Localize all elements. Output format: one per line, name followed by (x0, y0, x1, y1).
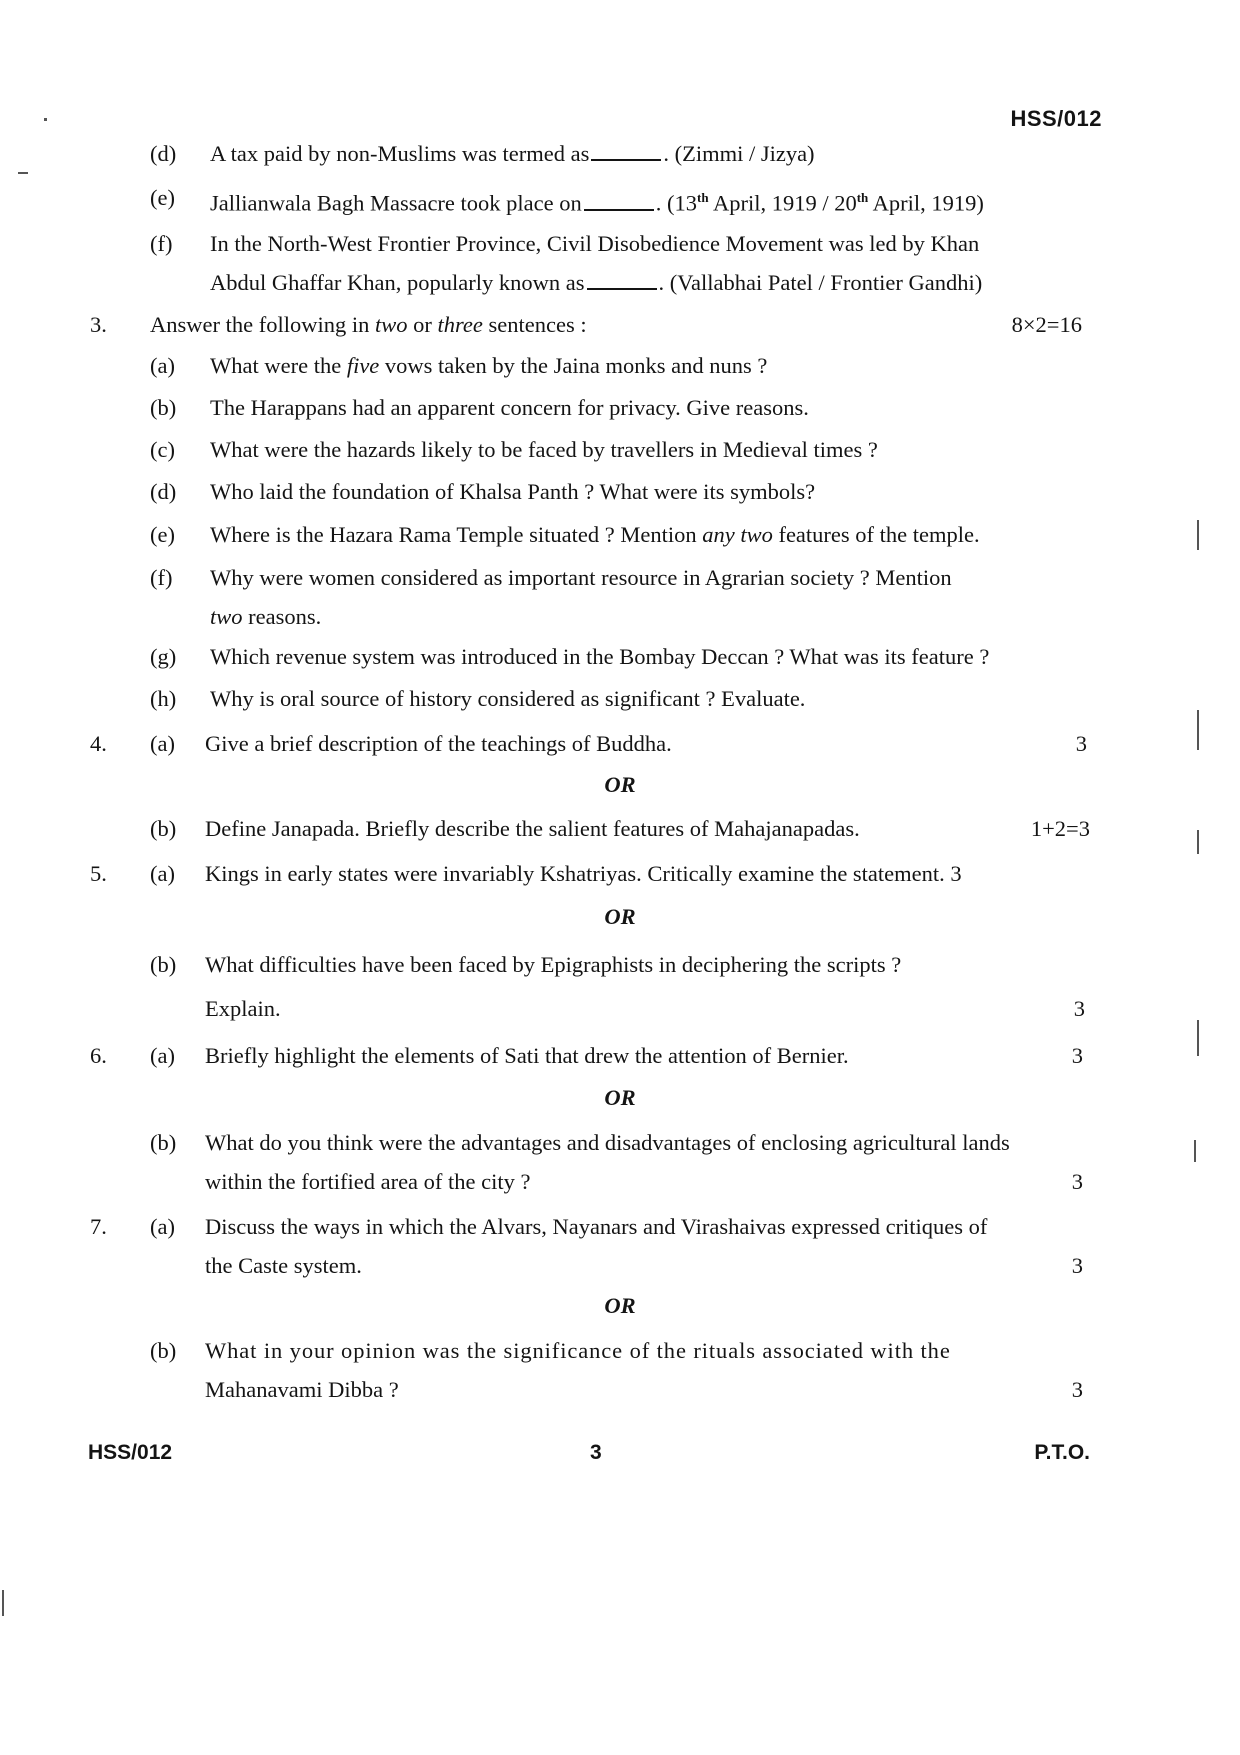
item-label: (h) (150, 686, 177, 711)
item-marks: 3 (1075, 731, 1087, 756)
footer-page-number: 3 (590, 1441, 602, 1464)
item-text-line2: Mahanavami Dibba ? (205, 1377, 399, 1402)
item-label: (b) (150, 816, 177, 841)
question-number: 4. (90, 731, 107, 756)
item-label: (e) (150, 522, 175, 547)
item-text-line1: What difficulties have been faced by Epigraphists in deciphering the scripts ? (205, 952, 902, 977)
item-label: (a) (150, 1043, 175, 1068)
item-text: Who laid the foundation of Khalsa Panth ? What were its symbols? (210, 479, 816, 504)
item-label: (b) (150, 395, 177, 420)
item-text-line2: two reasons. (210, 604, 322, 629)
item-text-line2: Abdul Ghaffar Khan, popularly known as . (Vallabhai Patel / Frontier Gandhi) (210, 270, 983, 295)
question-number: 7. (90, 1214, 107, 1239)
fill-blank (584, 191, 654, 211)
question-instruction: Answer the following in two or three sentences : (150, 312, 587, 337)
item-text-line1: Discuss the ways in which the Alvars, Nayanars and Virashaivas expressed critiques of (205, 1214, 988, 1239)
item-label: (f) (150, 565, 173, 590)
header-paper-code: HSS/012 (1010, 106, 1102, 131)
item-marks: 3 (1071, 1043, 1083, 1068)
item-text: Briefly highlight the elements of Sati that drew the attention of Bernier. (205, 1043, 849, 1068)
item-marks: 1+2=3 (1030, 816, 1090, 841)
item-text-line2: within the fortified area of the city ? (205, 1169, 531, 1194)
item-label: (c) (150, 437, 175, 462)
item-marks: 3 (1071, 1169, 1083, 1194)
item-text: Kings in early states were invariably Kshatriyas. Critically examine the statement. 3 (205, 861, 962, 886)
footer-paper-code: HSS/012 (88, 1441, 173, 1464)
item-label: (d) (150, 141, 177, 166)
scan-speck (44, 118, 47, 121)
scan-speck (1197, 520, 1199, 550)
item-text-line1: What in your opinion was the significance of the rituals associated with the (205, 1338, 951, 1363)
item-marks: 3 (1071, 1253, 1083, 1278)
item-text: Jallianwala Bagh Massacre took place on . (13th April, 1919 / 20th April, 1919) (210, 190, 984, 216)
item-label: (b) (150, 952, 177, 977)
item-text: A tax paid by non-Muslims was termed as . (Zimmi / Jizya) (210, 141, 815, 166)
item-text: Give a brief description of the teachings of Buddha. (205, 731, 672, 756)
scan-speck (18, 172, 28, 174)
item-text: Why is oral source of history considered as significant ? Evaluate. (210, 686, 806, 711)
item-marks: 3 (1073, 996, 1085, 1021)
item-text-line1: Why were women considered as important resource in Agrarian society ? Mention (210, 565, 952, 590)
question-number: 3. (90, 312, 107, 337)
item-text: Which revenue system was introduced in the Bombay Deccan ? What was its feature ? (210, 644, 990, 669)
scan-speck (1197, 1020, 1199, 1056)
or-separator: OR (604, 1085, 636, 1110)
item-label: (b) (150, 1130, 177, 1155)
or-separator: OR (604, 772, 636, 797)
item-text-line2: the Caste system. (205, 1253, 362, 1278)
item-text-line1: What do you think were the advantages and disadvantages of enclosing agricultural lands (205, 1130, 1010, 1155)
scan-speck (1197, 830, 1199, 854)
question-number: 6. (90, 1043, 107, 1068)
item-label: (a) (150, 731, 175, 756)
item-label: (a) (150, 1214, 175, 1239)
item-text: What were the hazards likely to be faced by travellers in Medieval times ? (210, 437, 878, 462)
fill-blank (591, 141, 661, 161)
or-separator: OR (604, 904, 636, 929)
item-label: (a) (150, 861, 175, 886)
scan-speck (2, 1590, 4, 1616)
fill-blank (587, 270, 657, 290)
item-label: (d) (150, 479, 177, 504)
item-text: Where is the Hazara Rama Temple situated ? Mention any two features of the temple. (210, 522, 980, 547)
question-marks: 8×2=16 (1011, 312, 1082, 337)
item-label: (f) (150, 231, 173, 256)
scan-speck (1194, 1140, 1196, 1162)
item-text-line2: Explain. (205, 996, 281, 1021)
item-label: (a) (150, 353, 175, 378)
item-label: (e) (150, 185, 175, 210)
item-label: (g) (150, 644, 177, 669)
item-text: Define Janapada. Briefly describe the salient features of Mahajanapadas. (205, 816, 860, 841)
or-separator: OR (604, 1293, 636, 1318)
question-number: 5. (90, 861, 107, 886)
item-marks: 3 (950, 861, 962, 886)
item-marks: 3 (1071, 1377, 1083, 1402)
item-text: The Harappans had an apparent concern for privacy. Give reasons. (210, 395, 809, 420)
footer-pto: P.T.O. (1034, 1441, 1090, 1464)
item-text: What were the five vows taken by the Jaina monks and nuns ? (210, 353, 768, 378)
scan-speck (1197, 710, 1199, 750)
item-label: (b) (150, 1338, 177, 1363)
item-text-line1: In the North-West Frontier Province, Civil Disobedience Movement was led by Khan (210, 231, 980, 256)
